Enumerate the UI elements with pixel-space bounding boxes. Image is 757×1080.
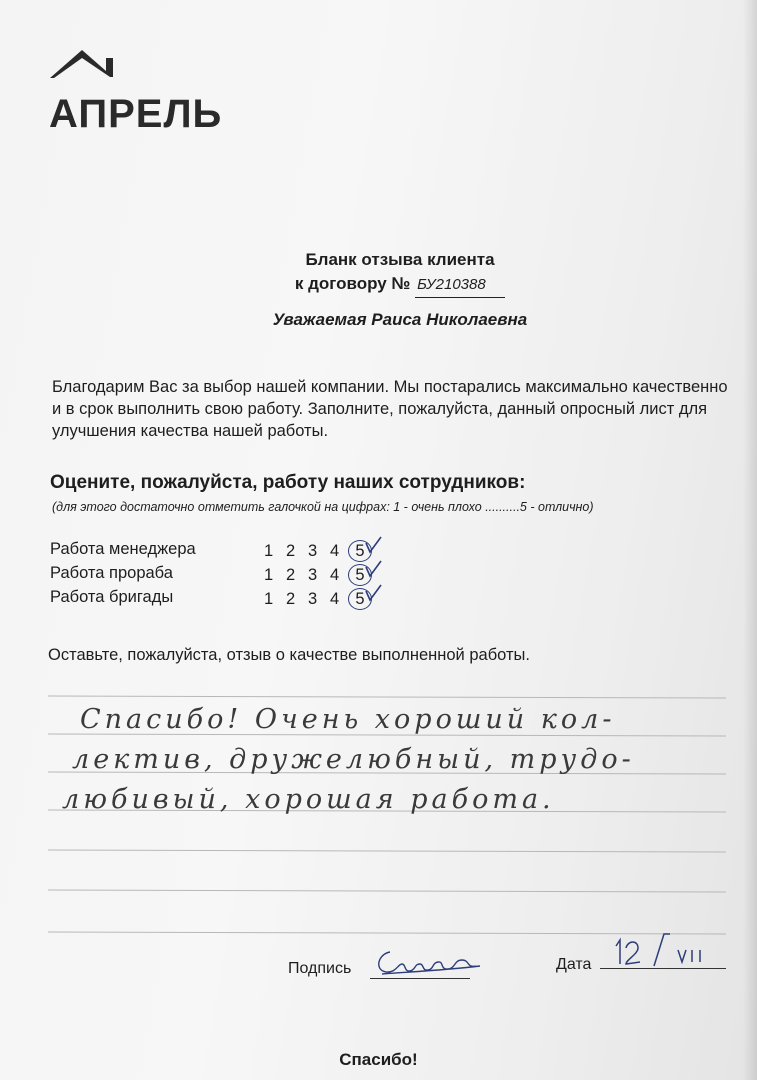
- closing-thanks: Спасибо!: [339, 1050, 418, 1069]
- greeting: Уважаемая Раиса Николаевна: [272, 310, 528, 329]
- feedback-handwriting-line-1[interactable]: Спасибо! Очень хороший кол-: [80, 704, 616, 735]
- scale-option-1[interactable]: 1: [264, 542, 274, 560]
- scale-option-2[interactable]: 2: [286, 590, 296, 608]
- feedback-handwriting-line-2[interactable]: лектив, дружелюбный, трудо-: [72, 744, 635, 775]
- scale-option-5-selected[interactable]: 5: [348, 588, 372, 610]
- scale-option-4[interactable]: 4: [330, 566, 340, 584]
- scale-option-3[interactable]: 3: [308, 542, 318, 560]
- handwritten-date: [598, 926, 728, 970]
- contract-prefix: к договору №: [294, 274, 411, 293]
- feedback-prompt: Оставьте, пожалуйста, отзыв о качестве выполненной работы.: [48, 646, 530, 664]
- scale-option-3[interactable]: 3: [308, 590, 318, 608]
- scale-option-4[interactable]: 4: [330, 590, 340, 608]
- logo-text: АПРЕЛЬ: [49, 92, 223, 136]
- scale-option-1[interactable]: 1: [264, 590, 274, 608]
- feedback-handwriting-line-3[interactable]: любивый, хорошая работа.: [62, 784, 555, 815]
- handwritten-signature: [368, 940, 488, 980]
- scale-option-2[interactable]: 2: [286, 542, 296, 560]
- scale-option-5-selected[interactable]: 5: [348, 540, 372, 562]
- intro-paragraph: Благодарим Вас за выбор нашей компании. Мы постарались максимально качественно и в срок выполнить свою работу. Заполните, пожалуйста, данный опросный лист для улучшения качества нашей работы.: [52, 378, 728, 440]
- scale-option-1[interactable]: 1: [264, 566, 274, 584]
- scale-option-3[interactable]: 3: [308, 566, 318, 584]
- signature-label: Подпись: [288, 960, 352, 977]
- rating-label: Работа менеджера: [50, 540, 196, 558]
- rating-label: Работа прораба: [50, 564, 173, 582]
- rating-instructions: (для этого достаточно отметить галочкой на цифрах: 1 - очень плохо ..........5 - отлично): [52, 500, 594, 514]
- scale-option-2[interactable]: 2: [286, 566, 296, 584]
- contract-number-field[interactable]: БУ210388: [415, 273, 505, 298]
- rating-heading: Оцените, пожалуйста, работу наших сотрудников:: [50, 472, 526, 493]
- scale-option-4[interactable]: 4: [330, 542, 340, 560]
- rating-label: Работа бригады: [50, 588, 174, 606]
- scale-option-5-selected[interactable]: 5: [348, 564, 372, 586]
- form-title: Бланк отзыва клиента: [305, 250, 495, 269]
- date-label: Дата: [556, 956, 592, 973]
